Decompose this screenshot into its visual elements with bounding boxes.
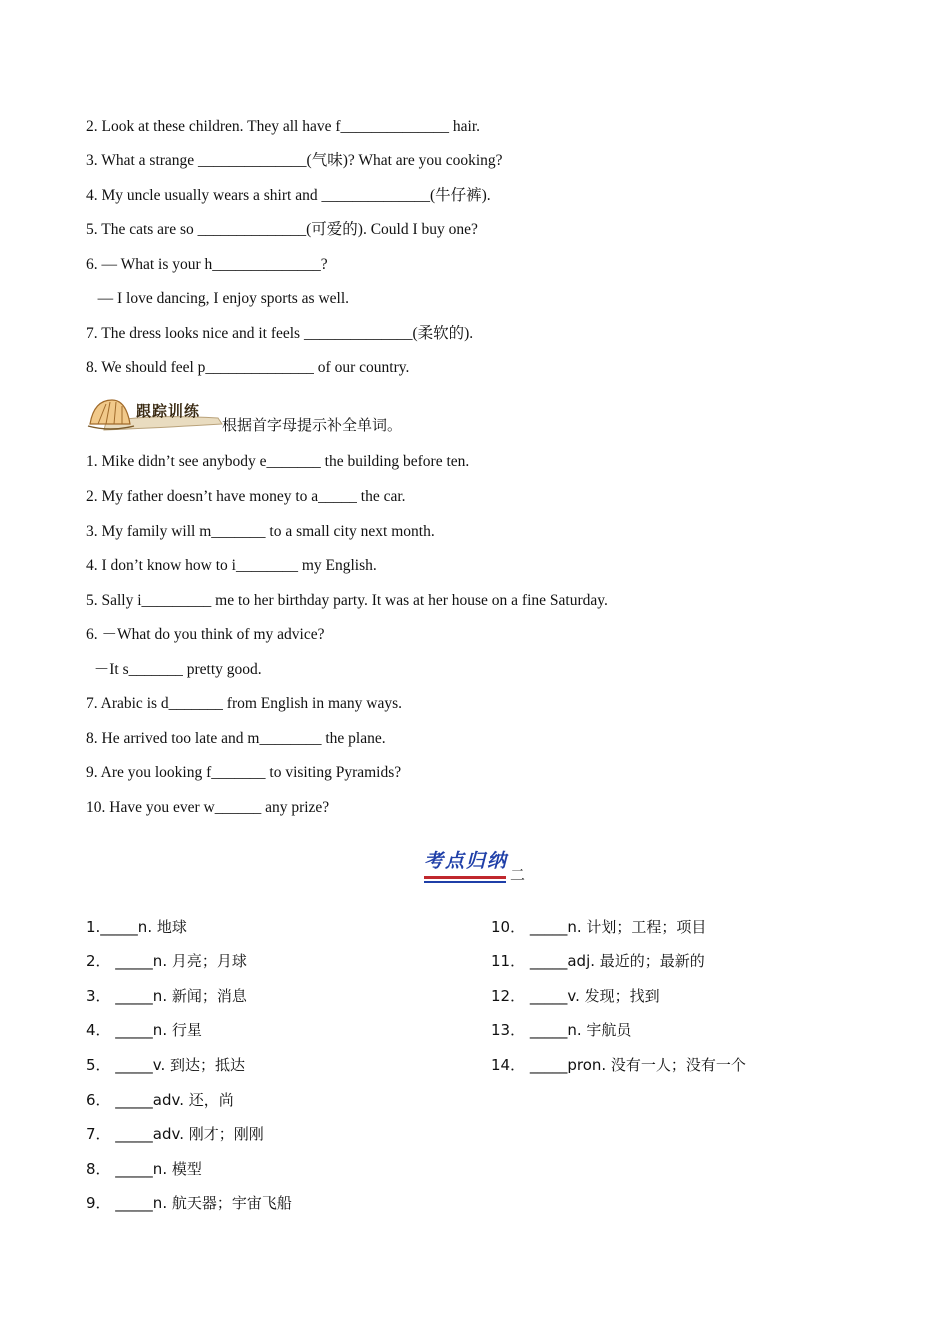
exercise-item: — I love dancing, I enjoy sports as well. [86,290,350,307]
vocab-item: 13． _____n. 宇航员 [491,1021,632,1039]
vocab-item: 7． _____adv. 刚才；刚刚 [86,1125,264,1143]
vocab-item: 9． _____n. 航天器；宇宙飞船 [86,1194,292,1212]
exercise-item: 10. Have you ever w______ any prize? [86,799,330,816]
vocab-item: 6． _____adv. 还，尚 [86,1091,234,1109]
vocab-item: 12． _____v. 发现；找到 [491,987,660,1005]
exercise-item: 5. Sally i_________ me to her birthday party. It was at her house on a fine Saturday. [86,592,608,609]
exercise-item: －It s_______ pretty good. [86,661,262,678]
exercise-item: 2. My father doesn’t have money to a_____ the car. [86,488,406,505]
banner-title: 跟踪训练 [136,402,201,420]
exercise-item: 9. Are you looking f_______ to visiting Pyramids? [86,764,402,781]
vocab-item: 14． _____pron. 没有一人；没有一个 [491,1056,746,1074]
kaodian-number: 二 [510,868,526,884]
exercise-item: 4. I don’t know how to i________ my English. [86,557,377,574]
exercise-item: 1. Mike didn’t see anybody e_______ the building before ten. [86,453,470,470]
vocab-item: 3． _____n. 新闻；消息 [86,987,247,1005]
exercise-item: 3. My family will m_______ to a small city next month. [86,523,435,540]
vocab-item: 1._____n. 地球 [86,918,187,936]
vocab-item: 11． _____adj. 最近的；最新的 [491,952,705,970]
exercise-item: 4. My uncle usually wears a shirt and ______________(牛仔裤). [86,187,491,204]
exercise-item: 2. Look at these children. They all have f______________ hair. [86,118,481,135]
exercise-item: 7. Arabic is d_______ from English in many ways. [86,695,402,712]
exercise-item: 6. －What do you think of my advice? [86,626,325,643]
vocab-item: 5． _____v. 到达；抵达 [86,1056,246,1074]
kaodian-title: 考点归纳 [424,850,509,872]
vocab-item: 8． _____n. 模型 [86,1160,202,1178]
exercise-item: 3. What a strange ______________(气味)? What are you cooking? [86,152,503,169]
section-instruction: 根据首字母提示补全单词。 [222,416,403,434]
vocab-item: 10． _____n. 计划；工程；项目 [491,918,707,936]
exercise-item: 7. The dress looks nice and it feels ______________(柔软的). [86,325,474,342]
exercise-item: 8. We should feel p______________ of our country. [86,359,410,376]
exercise-item: 6. — What is your h______________? [86,256,328,273]
exercise-item: 8. He arrived too late and m________ the plane. [86,730,386,747]
vocab-item: 4． _____n. 行星 [86,1021,202,1039]
vocab-item: 2． _____n. 月亮；月球 [86,952,247,970]
exercise-item: 5. The cats are so ______________(可爱的). Could I buy one? [86,221,478,238]
